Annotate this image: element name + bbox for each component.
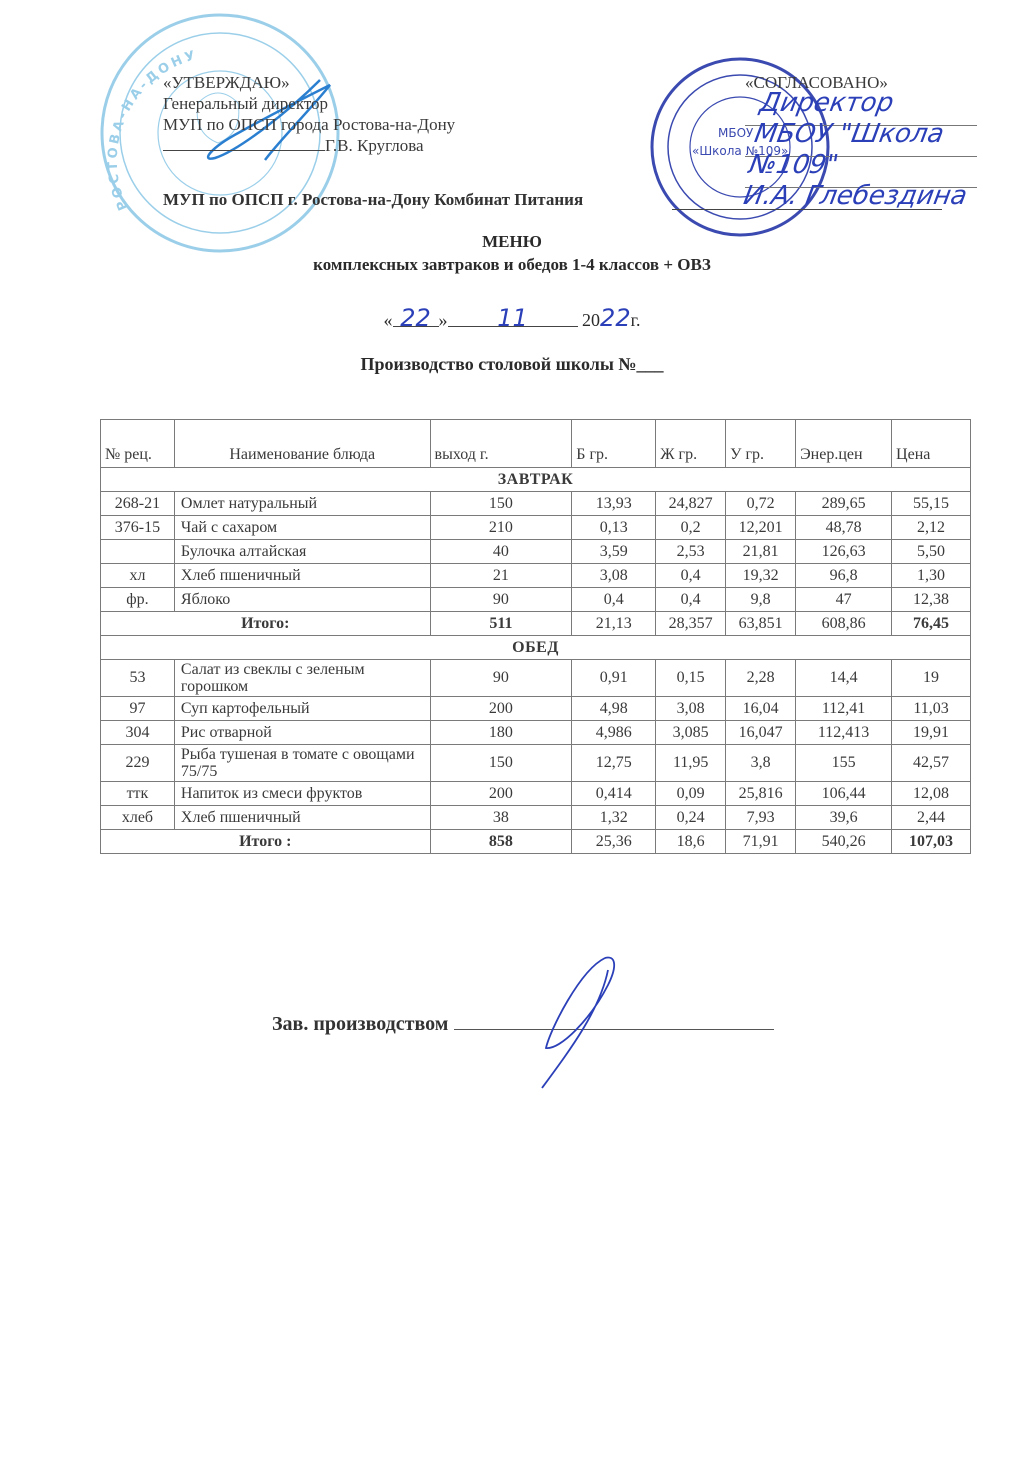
header-weight: выход г. bbox=[430, 420, 572, 468]
agreement-handwriting bbox=[741, 88, 1024, 212]
cell-energy: 112,413 bbox=[796, 721, 892, 745]
cell-weight: 21 bbox=[430, 564, 572, 588]
cell-price: 42,57 bbox=[892, 745, 971, 782]
cell-carbs: 12,201 bbox=[726, 516, 796, 540]
approval-title: «УТВЕРЖДАЮ» bbox=[163, 73, 290, 92]
cell-name: Салат из свеклы с зеленым горошком bbox=[174, 660, 430, 697]
section-row bbox=[101, 636, 971, 660]
cell-protein: 3,08 bbox=[572, 564, 656, 588]
cell-energy: 48,78 bbox=[796, 516, 892, 540]
cell-price: 12,08 bbox=[892, 782, 971, 806]
cell-recipe: 304 bbox=[101, 721, 175, 745]
agreement-line-1: Директор bbox=[757, 88, 896, 118]
menu-date bbox=[0, 304, 1024, 332]
agreement-line-2: МБОУ "Школа №109" bbox=[746, 119, 947, 180]
section-row bbox=[101, 468, 971, 492]
cell-fat: 3,085 bbox=[656, 721, 726, 745]
cell-name: Булочка алтайская bbox=[174, 540, 430, 564]
cell-carbs: 3,8 bbox=[726, 745, 796, 782]
cell-energy: 106,44 bbox=[796, 782, 892, 806]
cell-fat: 0,24 bbox=[656, 806, 726, 830]
table-row bbox=[101, 697, 971, 721]
cell-recipe: 268-21 bbox=[101, 492, 175, 516]
cell-price: 55,15 bbox=[892, 492, 971, 516]
cell-recipe: 97 bbox=[101, 697, 175, 721]
approver-position: Генеральный директор bbox=[163, 94, 329, 113]
cell-price: 12,38 bbox=[892, 588, 971, 612]
total-label: Итого: bbox=[101, 612, 431, 636]
cell-fat: 11,95 bbox=[656, 745, 726, 782]
cell-price: 1,30 bbox=[892, 564, 971, 588]
cell-energy: 14,4 bbox=[796, 660, 892, 697]
cell-weight: 40 bbox=[430, 540, 572, 564]
cell-recipe: фр. bbox=[101, 588, 175, 612]
cell-fat: 0,4 bbox=[656, 588, 726, 612]
total-row bbox=[101, 612, 971, 636]
cell-name: Суп картофельный bbox=[174, 697, 430, 721]
cell-fat: 0,15 bbox=[656, 660, 726, 697]
table-row bbox=[101, 516, 971, 540]
organization-line: МУП по ОПСП г. Ростова-на-Дону Комбинат Питания bbox=[163, 190, 584, 209]
cell-fat: 3,08 bbox=[656, 697, 726, 721]
date-day: 22 bbox=[400, 304, 431, 332]
approval-block bbox=[163, 72, 455, 156]
header-carbs: У гр. bbox=[726, 420, 796, 468]
approver-signature-line bbox=[163, 136, 325, 151]
cell-name: Рис отварной bbox=[174, 721, 430, 745]
cell-energy: 112,41 bbox=[796, 697, 892, 721]
header-price: Цена bbox=[892, 420, 971, 468]
stamp-right-school: «Школа №109» bbox=[692, 144, 789, 158]
table-row bbox=[101, 540, 971, 564]
date-close-quote: » bbox=[438, 310, 448, 330]
header-energy: Энер.цен bbox=[796, 420, 892, 468]
cell-carbs: 16,047 bbox=[726, 721, 796, 745]
total-weight: 511 bbox=[430, 612, 572, 636]
date-year-label: г. bbox=[630, 310, 641, 330]
cell-fat: 2,53 bbox=[656, 540, 726, 564]
table-row bbox=[101, 806, 971, 830]
cell-price: 2,12 bbox=[892, 516, 971, 540]
cell-name: Напиток из смеси фруктов bbox=[174, 782, 430, 806]
table-row bbox=[101, 492, 971, 516]
cell-protein: 13,93 bbox=[572, 492, 656, 516]
cell-weight: 90 bbox=[430, 660, 572, 697]
table-row bbox=[101, 721, 971, 745]
cell-protein: 12,75 bbox=[572, 745, 656, 782]
cell-energy: 126,63 bbox=[796, 540, 892, 564]
cell-weight: 150 bbox=[430, 745, 572, 782]
cell-weight: 210 bbox=[430, 516, 572, 540]
total-protein: 25,36 bbox=[572, 830, 656, 854]
cell-energy: 289,65 bbox=[796, 492, 892, 516]
cell-weight: 150 bbox=[430, 492, 572, 516]
cell-recipe: 376-15 bbox=[101, 516, 175, 540]
production-head-signature bbox=[520, 950, 660, 1090]
total-carbs: 71,91 bbox=[726, 830, 796, 854]
cell-price: 19,91 bbox=[892, 721, 971, 745]
cell-recipe: 53 bbox=[101, 660, 175, 697]
cell-protein: 3,59 bbox=[572, 540, 656, 564]
cell-name: Хлеб пшеничный bbox=[174, 564, 430, 588]
agreement-title: «СОГЛАСОВАНО» bbox=[745, 73, 888, 92]
table-row bbox=[101, 782, 971, 806]
date-month: 11 bbox=[497, 304, 528, 332]
total-row bbox=[101, 830, 971, 854]
total-price: 76,45 bbox=[892, 612, 971, 636]
cell-name: Омлет натуральный bbox=[174, 492, 430, 516]
table-row bbox=[101, 745, 971, 782]
cell-energy: 39,6 bbox=[796, 806, 892, 830]
cell-weight: 200 bbox=[430, 697, 572, 721]
stamp-left-text: РОСТОВА-НА-ДОНУ bbox=[105, 47, 200, 213]
approver-organization: МУП по ОПСП города Ростова-на-Дону bbox=[163, 115, 456, 134]
cell-weight: 200 bbox=[430, 782, 572, 806]
cell-price: 19 bbox=[892, 660, 971, 697]
cell-name: Яблоко bbox=[174, 588, 430, 612]
cell-recipe bbox=[101, 540, 175, 564]
cell-protein: 0,91 bbox=[572, 660, 656, 697]
total-label: Итого : bbox=[101, 830, 431, 854]
cell-carbs: 7,93 bbox=[726, 806, 796, 830]
total-carbs: 63,851 bbox=[726, 612, 796, 636]
cell-recipe: хлеб bbox=[101, 806, 175, 830]
header-fat: Ж гр. bbox=[656, 420, 726, 468]
total-price: 107,03 bbox=[892, 830, 971, 854]
table-row bbox=[101, 588, 971, 612]
total-protein: 21,13 bbox=[572, 612, 656, 636]
stamp-right-org: МБОУ bbox=[718, 126, 754, 140]
cell-recipe: ттк bbox=[101, 782, 175, 806]
agreement-line-3: И.А. Глебездина bbox=[741, 181, 970, 211]
cell-weight: 180 bbox=[430, 721, 572, 745]
menu-title: МЕНЮ bbox=[482, 232, 542, 251]
cell-energy: 47 bbox=[796, 588, 892, 612]
header-protein: Б гр. bbox=[572, 420, 656, 468]
footer-label: Зав. производством bbox=[272, 1013, 449, 1035]
cell-protein: 1,32 bbox=[572, 806, 656, 830]
cell-protein: 4,98 bbox=[572, 697, 656, 721]
cell-carbs: 9,8 bbox=[726, 588, 796, 612]
cell-fat: 0,4 bbox=[656, 564, 726, 588]
section-title: ЗАВТРАК bbox=[101, 468, 971, 492]
total-fat: 28,357 bbox=[656, 612, 726, 636]
cell-name: Рыба тушеная в томате с овощами 75/75 bbox=[174, 745, 430, 782]
header-dish-name: Наименование блюда bbox=[174, 420, 430, 468]
cell-fat: 0,2 bbox=[656, 516, 726, 540]
section-title: ОБЕД bbox=[101, 636, 971, 660]
menu-table bbox=[100, 419, 971, 854]
cell-carbs: 2,28 bbox=[726, 660, 796, 697]
cell-name: Хлеб пшеничный bbox=[174, 806, 430, 830]
approver-name: Г.В. Круглова bbox=[325, 136, 424, 155]
cell-weight: 90 bbox=[430, 588, 572, 612]
cell-carbs: 25,816 bbox=[726, 782, 796, 806]
menu-subtitle: комплексных завтраков и обедов 1-4 классов + ОВЗ bbox=[313, 255, 711, 274]
date-year-prefix: 20 bbox=[582, 310, 601, 330]
total-energy: 540,26 bbox=[796, 830, 892, 854]
cell-protein: 4,986 bbox=[572, 721, 656, 745]
cell-weight: 38 bbox=[430, 806, 572, 830]
cell-recipe: 229 bbox=[101, 745, 175, 782]
organization-signature-line bbox=[672, 209, 942, 210]
cell-energy: 96,8 bbox=[796, 564, 892, 588]
cell-carbs: 19,32 bbox=[726, 564, 796, 588]
total-fat: 18,6 bbox=[656, 830, 726, 854]
table-header-row bbox=[101, 420, 971, 468]
total-energy: 608,86 bbox=[796, 612, 892, 636]
cell-fat: 24,827 bbox=[656, 492, 726, 516]
production-line: Производство столовой школы №___ bbox=[360, 354, 664, 374]
cell-protein: 0,13 bbox=[572, 516, 656, 540]
cell-carbs: 0,72 bbox=[726, 492, 796, 516]
cell-carbs: 16,04 bbox=[726, 697, 796, 721]
cell-carbs: 21,81 bbox=[726, 540, 796, 564]
cell-price: 5,50 bbox=[892, 540, 971, 564]
cell-price: 2,44 bbox=[892, 806, 971, 830]
cell-energy: 155 bbox=[796, 745, 892, 782]
date-year-suffix: 22 bbox=[600, 304, 631, 332]
header-recipe: № рец. bbox=[101, 420, 175, 468]
cell-recipe: хл bbox=[101, 564, 175, 588]
cell-price: 11,03 bbox=[892, 697, 971, 721]
date-open-quote: « bbox=[383, 310, 393, 330]
total-weight: 858 bbox=[430, 830, 572, 854]
cell-name: Чай с сахаром bbox=[174, 516, 430, 540]
cell-protein: 0,4 bbox=[572, 588, 656, 612]
cell-protein: 0,414 bbox=[572, 782, 656, 806]
table-row bbox=[101, 564, 971, 588]
cell-fat: 0,09 bbox=[656, 782, 726, 806]
table-row bbox=[101, 660, 971, 697]
